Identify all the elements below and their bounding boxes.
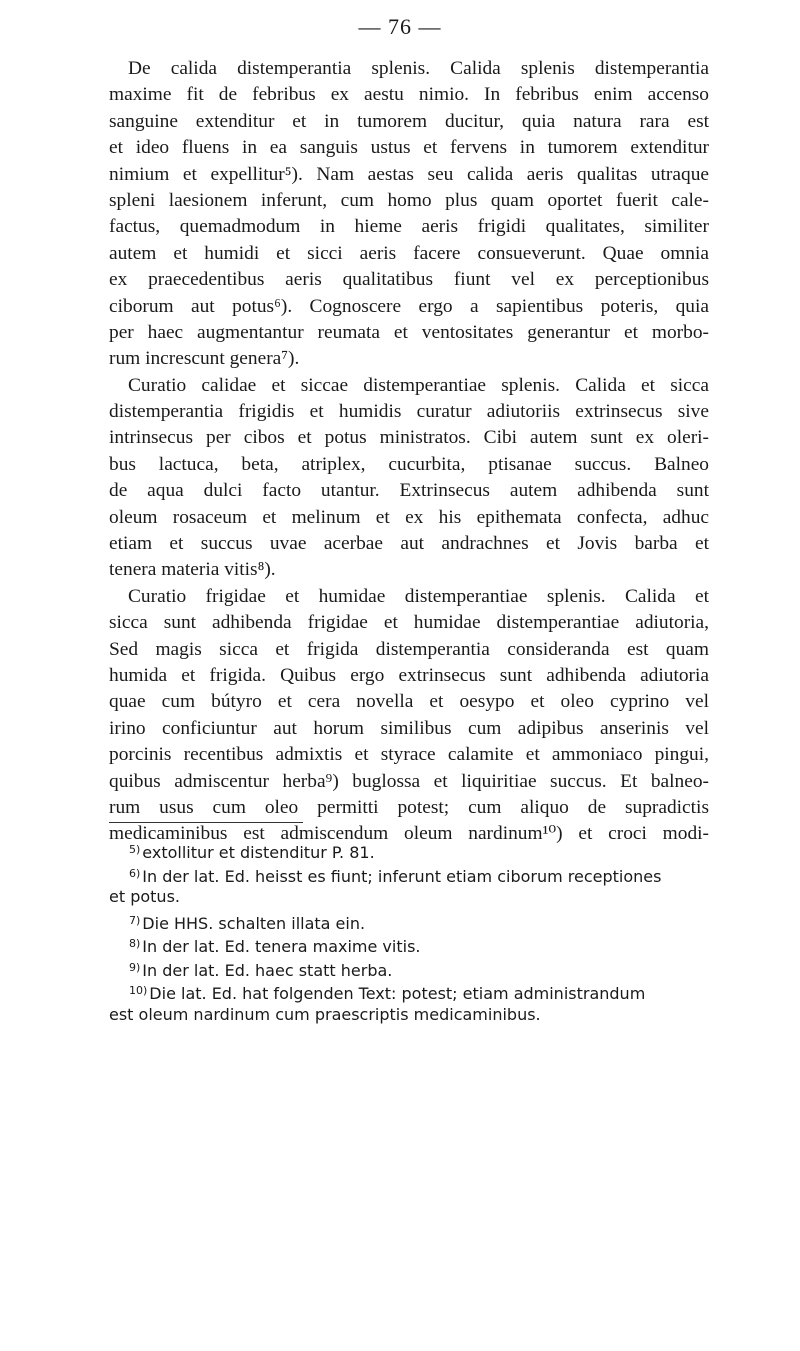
text-line: bus lactuca, beta, atriplex, cucurbita, ptisanae succus. Balneo — [109, 453, 709, 475]
footnote-text: Die HHS. schalten illata ein. — [142, 913, 366, 933]
text-line: oleum rosaceum et melinum et ex his epithemata confecta, adhuc — [109, 506, 709, 528]
text-line: Curatio frigidae et humidae distemperantiae splenis. Calida et — [128, 585, 709, 607]
footnote-marker: 7) — [129, 913, 141, 927]
text-line: Curatio calidae et siccae distemperantiae splenis. Calida et sicca — [128, 374, 709, 396]
text-line: factus, quemadmodum in hieme aeris frigidi qualitates, similiter — [109, 216, 709, 238]
footnote-marker: 9) — [129, 960, 141, 974]
footnote-text: In der lat. Ed. haec statt herba. — [142, 960, 393, 980]
text-line: quae cum bútyro et cera novella et oesypo et oleo cyprino vel — [109, 691, 709, 713]
text-line: rum increscunt genera⁷). — [109, 348, 300, 370]
text-line: quibus admiscentur herba⁹) buglossa et liquiritiae succus. Et balneo- — [109, 770, 709, 792]
text-line: nimium et expellitur⁵). Nam aestas seu calida aeris qualitas utraque — [109, 163, 709, 185]
main-text-block — [109, 56, 709, 848]
page-number: — 76 — — [358, 14, 442, 39]
footnote-text: extollitur et distenditur P. 81. — [142, 843, 375, 862]
text-line: tenera materia vitis⁸). — [109, 559, 276, 581]
text-line: sanguine extenditur et in tumorem ducitur, quia natura rara est — [109, 110, 709, 132]
footnote-text: Die lat. Ed. hat folgenden Text: potest; etiam administrandum — [149, 984, 646, 1003]
footnote-text: In der lat. Ed. tenera maxime vitis. — [142, 937, 421, 956]
footnote — [109, 909, 709, 933]
text-line: medicaminibus est admiscendum oleum nardinum¹⁰) et croci modi- — [109, 823, 709, 845]
text-line: De calida distemperantia splenis. Calida splenis distemperantia — [128, 58, 709, 79]
footnote-marker: 5) — [129, 843, 141, 856]
footnote-marker: 10) — [129, 984, 148, 997]
text-line: porcinis recentibus admixtis et styrace calamite et ammoniaco pingui, — [109, 744, 709, 766]
footnote — [109, 838, 709, 862]
text-line: per haec augmentantur reumata et ventositates generantur et morbo- — [109, 321, 709, 343]
text-line: humida et frigida. Quibus ergo extrinsecus sunt adhibenda adiutoria — [109, 664, 709, 686]
footnote-marker: 8) — [129, 937, 141, 950]
footnote — [109, 862, 709, 886]
footnotes-block — [109, 838, 709, 1026]
text-line: intrinsecus per cibos et potus ministratos. Cibi autem sunt ex oleri- — [109, 427, 709, 449]
text-line: rum usus cum oleo permitti potest; cum aliquo de supradictis — [109, 796, 709, 818]
text-line: autem et humidi et sicci aeris facere consueverunt. Quae omnia — [109, 242, 709, 264]
footnote-text: est oleum nardinum cum praescriptis medicaminibus. — [109, 1004, 541, 1024]
footnote-text: et potus. — [109, 887, 180, 906]
footnote — [109, 1003, 709, 1027]
text-line: de aqua dulci facto utantur. Extrinsecus autem adhibenda sunt — [109, 480, 709, 502]
text-line: ciborum aut potus⁶). Cognoscere ergo a sapientibus poteris, quia — [109, 295, 709, 317]
footnote — [109, 932, 709, 956]
text-line: et ideo fluens in ea sanguis ustus et fervens in tumorem extenditur — [109, 137, 709, 159]
footnote — [109, 885, 709, 909]
footnote-divider — [109, 822, 303, 823]
text-line: Sed magis sicca et frigida distemperantia consideranda est quam — [109, 638, 709, 660]
footnote-text: In der lat. Ed. heisst es fiunt; inferunt etiam ciborum receptiones — [142, 866, 662, 886]
text-line: ex praecedentibus aeris qualitatibus fiunt vel ex perceptionibus — [109, 269, 709, 291]
text-line: distemperantia frigidis et humidis curatur adiutoriis extrinsecus sive — [109, 401, 709, 423]
text-line: sicca sunt adhibenda frigidae et humidae distemperantiae adiutoria, — [109, 612, 709, 634]
footnote — [109, 979, 709, 1003]
text-line: spleni laesionem inferunt, cum homo plus quam oportet fuerit cale- — [109, 189, 709, 211]
footnote-marker: 6) — [129, 866, 141, 880]
text-line: etiam et succus uvae acerbae aut andrachnes et Jovis barba et — [109, 533, 709, 555]
footnote — [109, 956, 709, 980]
text-line: irino conficiuntur aut horum similibus cum adipibus anserinis vel — [109, 717, 709, 739]
text-line: maxime fit de febribus ex aestu nimio. In febribus enim accenso — [109, 84, 709, 106]
